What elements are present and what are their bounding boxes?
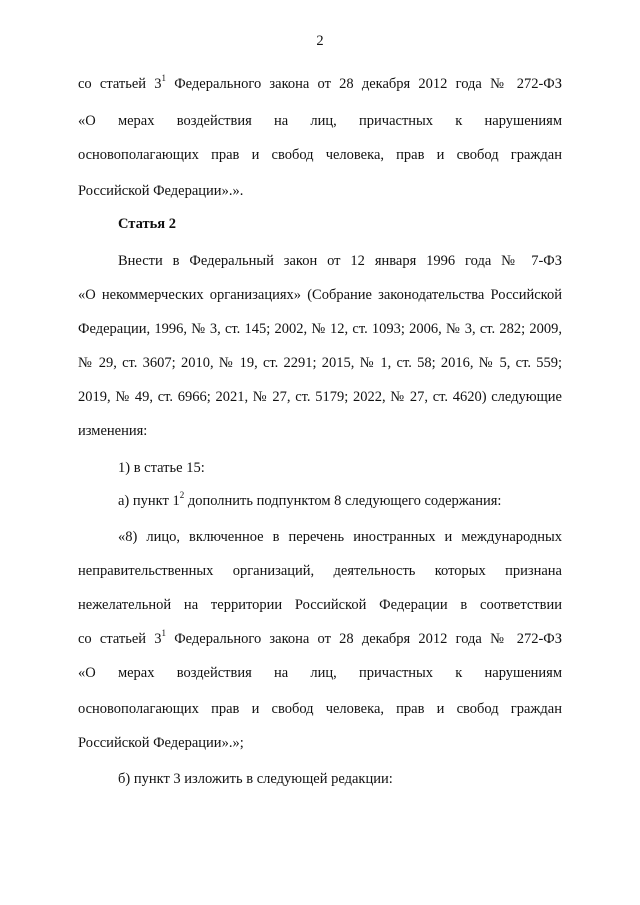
- text-line: со статьей $3^1$ Федерального закона от 28 декабря 2012 года № 272-ФЗ: [78, 628, 562, 647]
- text-line: Внести в Федеральный закон от 12 января 1996 года № 7-ФЗ: [118, 253, 562, 269]
- page-number: 2: [316, 33, 324, 49]
- text-line: Российской Федерации».»;: [78, 735, 244, 751]
- text-line: а) пункт $1^2$ дополнить подпунктом 8 следующего содержания:: [118, 490, 502, 509]
- text-line: № 29, ст. 3607; 2010, № 19, ст. 2291; 2015, № 1, ст. 58; 2016, № 5, ст. 559;: [78, 355, 562, 371]
- text-line: изменения:: [78, 423, 148, 439]
- text-line: «О мерах воздействия на лиц, причастных к нарушениям: [78, 665, 562, 681]
- text-line: неправительственных организаций, деятельность которых признана: [78, 563, 562, 579]
- text-line: Федерации, 1996, № 3, ст. 145; 2002, № 12, ст. 1093; 2006, № 3, ст. 282; 2009,: [78, 321, 562, 337]
- text-line: «О некоммерческих организациях» (Собрание законодательства Российской: [78, 287, 562, 303]
- text-line: «О мерах воздействия на лиц, причастных к нарушениям: [78, 113, 562, 129]
- text-line: нежелательной на территории Российской Федерации в соответствии: [78, 597, 562, 613]
- text-line: основополагающих прав и свобод человека, прав и свобод граждан: [78, 701, 562, 717]
- text-line: б) пункт 3 изложить в следующей редакции:: [118, 771, 393, 787]
- article-heading: Статья 2: [118, 216, 176, 232]
- text-line: «8) лицо, включенное в перечень иностранных и международных: [118, 529, 562, 545]
- text-line: со статьей $3^1$ Федерального закона от 28 декабря 2012 года № 272-ФЗ: [78, 73, 562, 92]
- text-line: основополагающих прав и свобод человека, прав и свобод граждан: [78, 147, 562, 163]
- text-line: Российской Федерации».».: [78, 183, 244, 199]
- text-line: 2019, № 49, ст. 6966; 2021, № 27, ст. 5179; 2022, № 27, ст. 4620) следующие: [78, 389, 562, 405]
- text-line: 1) в статье 15:: [118, 460, 205, 476]
